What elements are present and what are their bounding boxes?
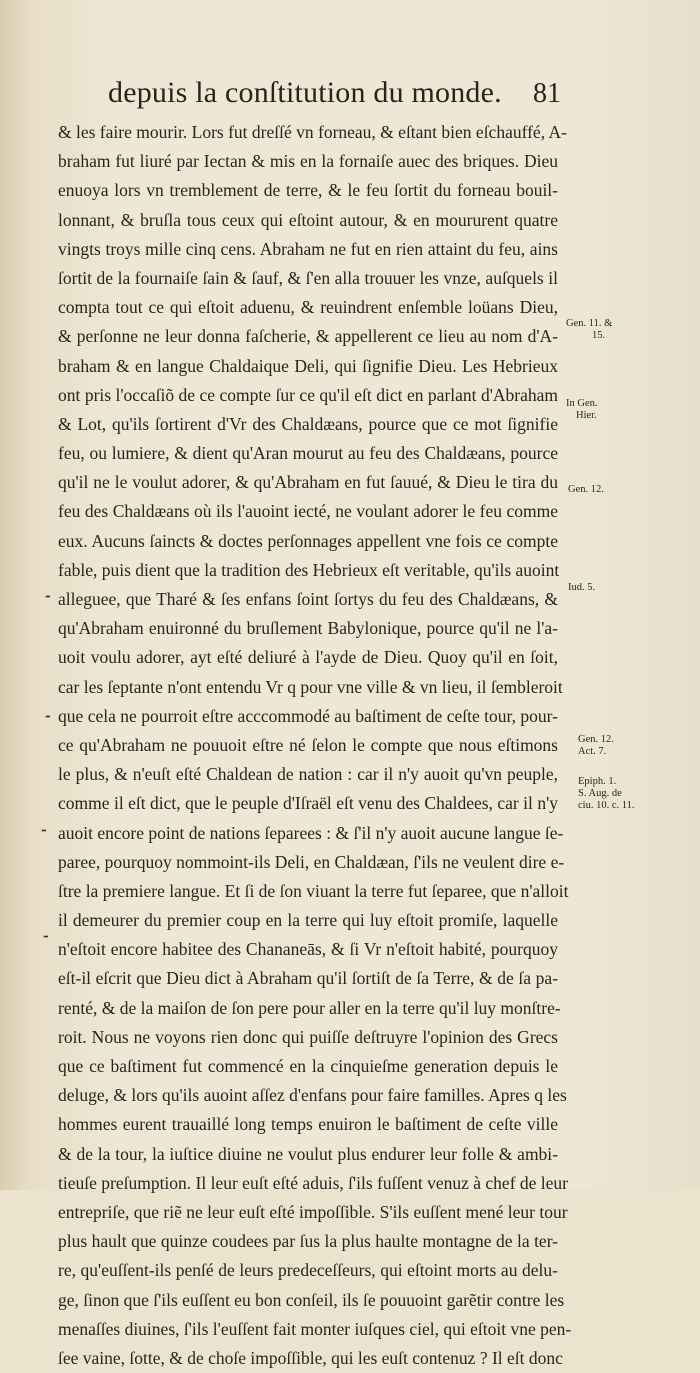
- text-line: paree, pourquoy nommoint-ils Deli, en Chaldæan, ſ'ils ne veulent dire e-: [58, 851, 565, 872]
- margin-dash-mark: ⁃: [44, 710, 52, 726]
- margin-note-gen-12b: [578, 734, 614, 758]
- text-line: entrepriſe, que riẽ ne leur euſt eſté impoſſible. S'ils euſſent mené leur tour: [58, 1201, 568, 1222]
- margin-note-epiph: [578, 776, 634, 812]
- text-line: car les ſeptante n'ont entendu Vr q pour vne ville & vn lieu, il ſembleroit: [58, 676, 563, 697]
- margin-note-line: Iud. 5.: [568, 582, 596, 593]
- text-line: lonnant, & bruſla tous ceux qui eſtoint autour, & en moururent quatre: [58, 209, 558, 230]
- text-line: plus hault que quinze coudees par ſus la plus haulte montagne de la ter-: [58, 1231, 558, 1252]
- margin-note-line: ciu. 10. c. 11.: [578, 800, 635, 811]
- text-line: renté, & de la maiſon de ſon pere pour aller en la terre qu'il luy monſtre-: [58, 997, 561, 1018]
- text-line: roit. Nous ne voyons rien donc qui puiſſe deſtruyre l'opinion des Grecs: [58, 1026, 558, 1047]
- text-line: & perſonne ne leur donna faſcherie, & appellerent ce lieu au nom d'A-: [58, 326, 558, 347]
- margin-note-gen-11: [566, 318, 612, 342]
- margin-note-line: Gen. 11. &: [566, 318, 613, 329]
- running-title: depuis la conſtitution du monde.: [108, 76, 502, 109]
- text-line: enuoya lors vn tremblement de terre, & le feu ſortit du forneau bouil-: [58, 180, 558, 201]
- text-line: tieuſe preſumption. Il leur euſt eſté aduis, ſ'ils fuſſent venuz à chef de leur: [58, 1172, 568, 1193]
- text-line: vingts troys mille cinq cens. Abraham ne fut en rien attaint du feu, ains: [58, 238, 558, 259]
- text-line: eſt-il eſcrit que Dieu dict à Abraham qu'il ſortiſt de ſa Terre, & de ſa pa-: [58, 968, 558, 989]
- text-line: auoit encore point de nations ſeparees : & ſ'il n'y auoit aucune langue ſe-: [58, 822, 564, 843]
- text-line: fable, puis dient que la tradition des Hebrieux eſt veritable, qu'ils auoint: [58, 559, 560, 580]
- text-line: uoit voulu adorer, ayt eſté deliuré à l'ayde de Dieu. Quoy qu'il en ſoit,: [58, 647, 558, 668]
- margin-note-line: Hier.: [576, 410, 597, 421]
- text-line: le plus, & n'euſt eſté Chaldean de nation : car il n'y auoit qu'vn peuple,: [58, 764, 558, 785]
- text-line: que cela ne pourroit eſtre acccommodé au baſtiment de ceſte tour, pour-: [58, 705, 558, 726]
- text-line: ge, ſinon que ſ'ils euſſent eu bon conſeil, ils ſe pouuoint garẽtir contre les: [58, 1289, 565, 1310]
- text-line: feu des Chaldæans où ils l'auoint iecté, ne voulant adorer le feu comme: [58, 501, 558, 522]
- text-line: braham & en langue Chaldaique Deli, qui ſignifie Dieu. Les Hebrieux: [58, 355, 558, 376]
- text-line: & de la tour, la iuſtice diuine ne voulut plus endurer leur folle & ambi-: [58, 1143, 558, 1164]
- text-line: ſee vaine, ſotte, & de choſe impoſſible, qui les euſt contenuz ? Il eſt donc: [58, 1347, 563, 1368]
- margin-note-line: Act. 7.: [578, 746, 607, 757]
- margin-note-line: In Gen.: [566, 398, 598, 409]
- margin-note-line: S. Aug. de: [578, 788, 622, 799]
- margin-note-in-gen-hier: [566, 398, 598, 422]
- margin-note-line: 15.: [592, 330, 606, 341]
- margin-dash-mark: ⁃: [42, 930, 50, 946]
- text-line: que ce baſtiment fut commencé en la cinquieſme generation depuis le: [58, 1056, 558, 1076]
- margin-note-line: Epiph. 1.: [578, 776, 617, 787]
- margin-note-gen-12a: [568, 484, 604, 496]
- text-line: qu'il ne le voulut adorer, & qu'Abraham en fut ſauué, & Dieu le tira du: [58, 472, 558, 493]
- text-line: qu'Abraham enuironné du bruſlement Babylonique, pource qu'il ne l'a-: [58, 618, 558, 639]
- text-line: compta tout ce qui eſtoit aduenu, & reuindrent enſemble loüans Dieu,: [58, 297, 558, 318]
- text-line: ce qu'Abraham ne pouuoit eſtre né ſelon le compte que nous eſtimons: [58, 734, 558, 755]
- text-line: menaſſes diuines, ſ'ils l'euſſent fait monter iuſques ciel, qui eſtoit vne pen-: [58, 1318, 572, 1339]
- folio-number: 81: [533, 78, 561, 109]
- margin-dash-mark: ⁃: [40, 824, 48, 840]
- text-line: braham fut liuré par Iectan & mis en la fornaiſe auec des briques. Dieu: [58, 151, 558, 172]
- text-line: ont pris l'occaſiõ de ce compte ſur ce qu'il eſt dict en parlant d'Abraham: [58, 384, 558, 405]
- text-line: il demeurer du premier coup en la terre qui luy eſtoit promiſe, laquelle: [58, 910, 558, 931]
- text-line: eux. Aucuns ſaincts & doctes perſonnages appellent vne fois ce compte: [58, 530, 558, 551]
- margin-note-line: Gen. 12.: [568, 484, 604, 495]
- text-line: hommes eurent trauaillé long temps enuiron le baſtiment de ceſte ville: [58, 1114, 558, 1135]
- text-line: ſortit de la fournaiſe ſain & ſauf, & ſ'en alla trouuer les vnze, auſquels il: [58, 267, 558, 288]
- text-line: comme il eſt dict, que le peuple d'Iſraël eſt venu des Chaldees, car il n'y: [58, 793, 558, 814]
- text-line: alleguee, que Tharé & ſes enfans ſoint ſortys du feu des Chaldæans, &: [58, 589, 558, 609]
- margin-note-line: Gen. 12.: [578, 734, 614, 745]
- body-text: [58, 118, 572, 1373]
- margin-note-iud-5: [568, 582, 595, 594]
- text-line: ſtre la premiere langue. Et ſi de ſon viuant la terre fut ſeparee, que n'alloit: [58, 880, 569, 901]
- running-head: [108, 76, 560, 122]
- text-line: & les faire mourir. Lors fut dreſſé vn forneau, & eſtant bien eſchauffé, A-: [58, 122, 567, 142]
- text-line: n'eſtoit encore habitee des Chananeās, & ſi Vr n'eſtoit habité, pourquoy: [58, 939, 558, 960]
- text-line: deluge, & lors qu'ils auoint aſſez d'enfans pour faire familles. Apres q les: [58, 1085, 567, 1106]
- text-line: feu, ou lumiere, & dient qu'Aran mourut au feu des Chaldæans, pource: [58, 443, 558, 464]
- text-line: re, qu'euſſent-ils penſé de leurs predeceſſeurs, qui eſtoint morts au delu-: [58, 1260, 558, 1281]
- margin-dash-mark: ⁃: [44, 590, 52, 606]
- text-line: & Lot, qu'ils ſortirent d'Vr des Chaldæans, pource que ce mot ſignifie: [58, 413, 558, 434]
